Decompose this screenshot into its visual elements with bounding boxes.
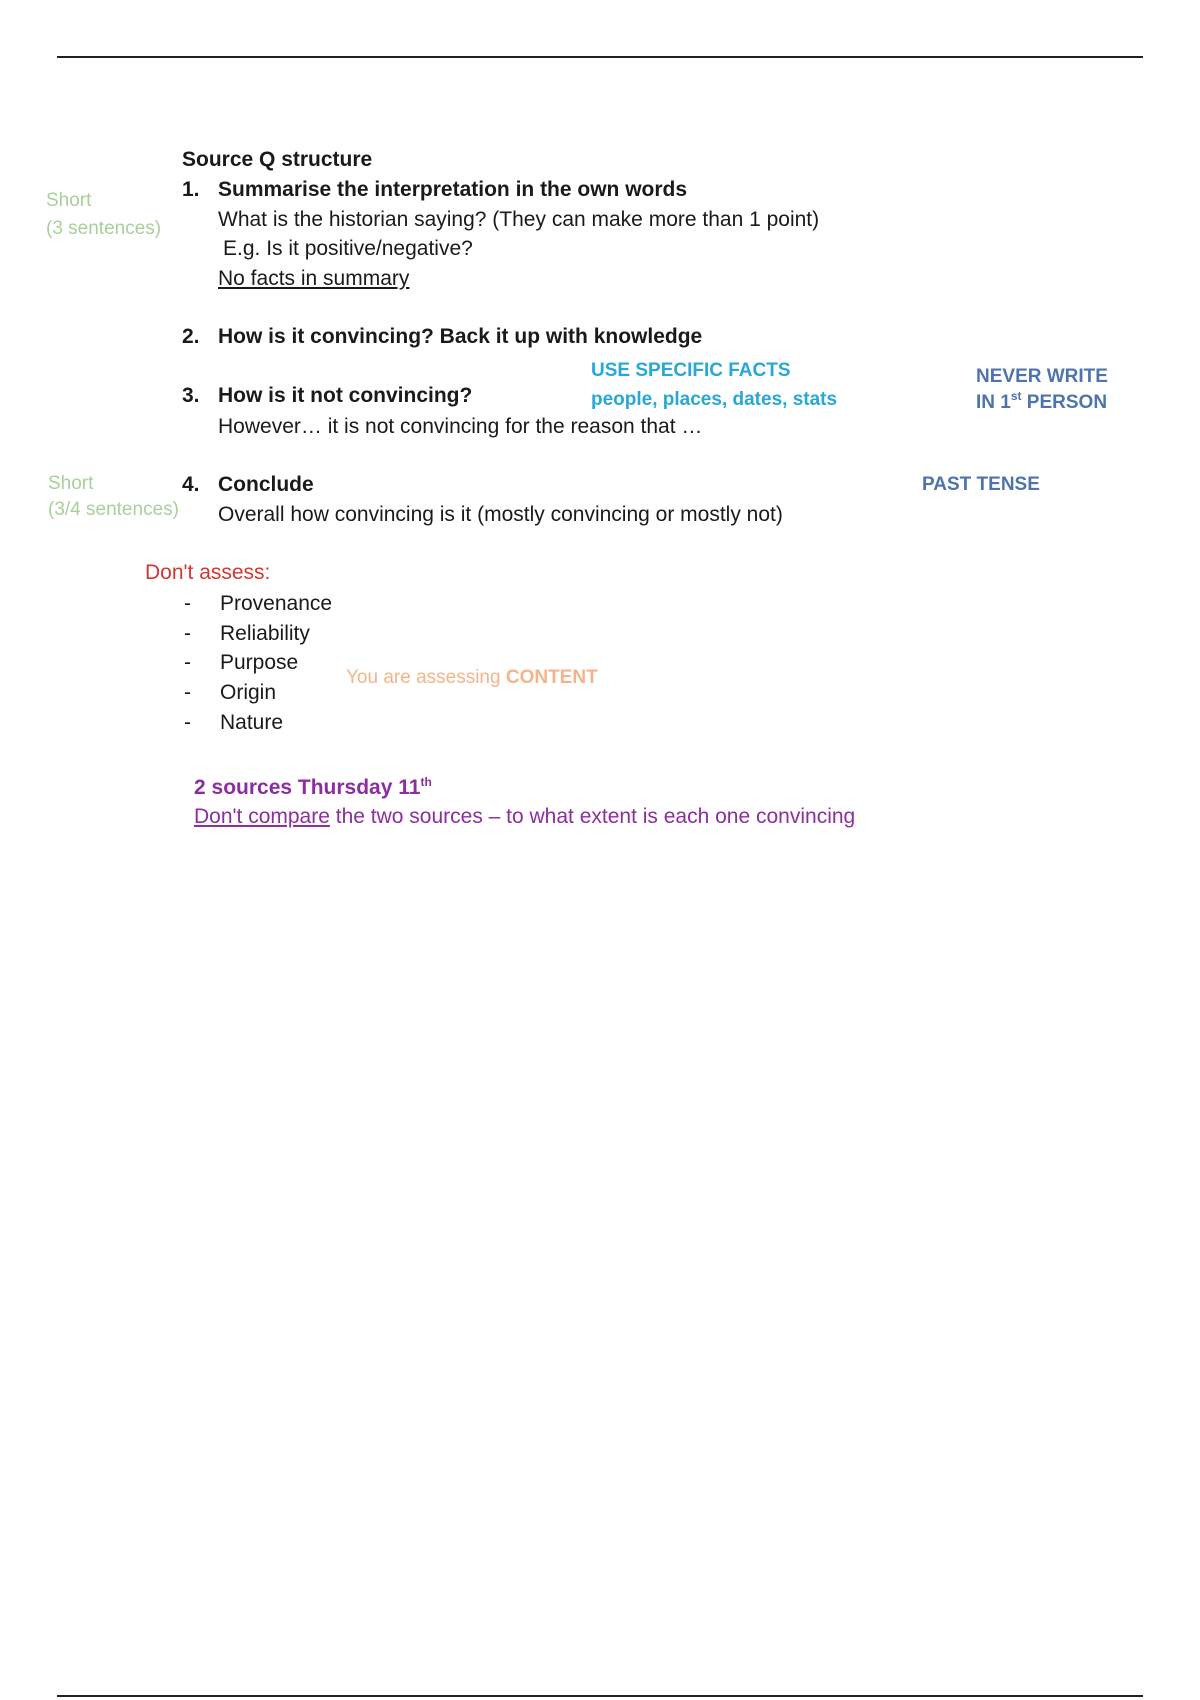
step-1-line-1: What is the historian saying? (They can make more than 1 point) [218,208,820,231]
step-1-title [182,177,687,203]
dont-assess-item: - Provenance [184,592,333,615]
dont-assess-item: - Origin [184,681,277,704]
content-note: You are assessing CONTENT [346,667,598,688]
step-text: Conclude [218,473,314,496]
step-3-line: However… it is not convincing for the reason that … [218,415,703,438]
step-number: 4. [182,473,200,496]
past-tense-note: PAST TENSE [922,474,1040,495]
never-write-note: NEVER WRITE [976,366,1108,387]
step-2-title [182,324,702,350]
side-note-short-1: Short [46,190,92,211]
step-number: 3. [182,384,200,407]
step-text: Summarise the interpretation in the own words [218,178,688,201]
side-note-short-2: Short [48,473,94,494]
facts-note-detail: people, places, dates, stats [591,389,838,410]
step-3-title [182,383,472,409]
step-1-line-2: E.g. Is it positive/negative? [223,237,473,260]
step-4-line: Overall how convincing is it (mostly convincing or mostly not) [218,503,783,526]
step-text: How is it convincing? Back it up with knowledge [218,325,703,348]
top-rule [57,56,1143,58]
bottom-rule [57,1695,1143,1697]
step-number: 2. [182,325,200,348]
step-text: How is it not convincing? [218,384,473,407]
first-person-note: IN 1st PERSON [976,389,1108,413]
step-1-line-3: No facts in summary [218,267,410,290]
dont-assess-item: - Reliability [184,622,310,645]
side-note-sentences-1: (3 sentences) [46,218,162,239]
dont-assess-item: - Purpose [184,651,299,674]
page-heading: Source Q structure [182,148,373,171]
facts-note-heading: USE SPECIFIC FACTS [591,360,791,381]
sources-instruction: Don't compare the two sources – to what extent is each one convincing [194,805,856,828]
side-note-sentences-2: (3/4 sentences) [48,499,179,520]
dont-assess-label: Don't assess: [145,561,271,584]
step-number: 1. [182,178,200,201]
dont-assess-item: - Nature [184,711,284,734]
step-4-title [182,472,314,498]
sources-title: 2 sources Thursday 11th [194,775,432,799]
